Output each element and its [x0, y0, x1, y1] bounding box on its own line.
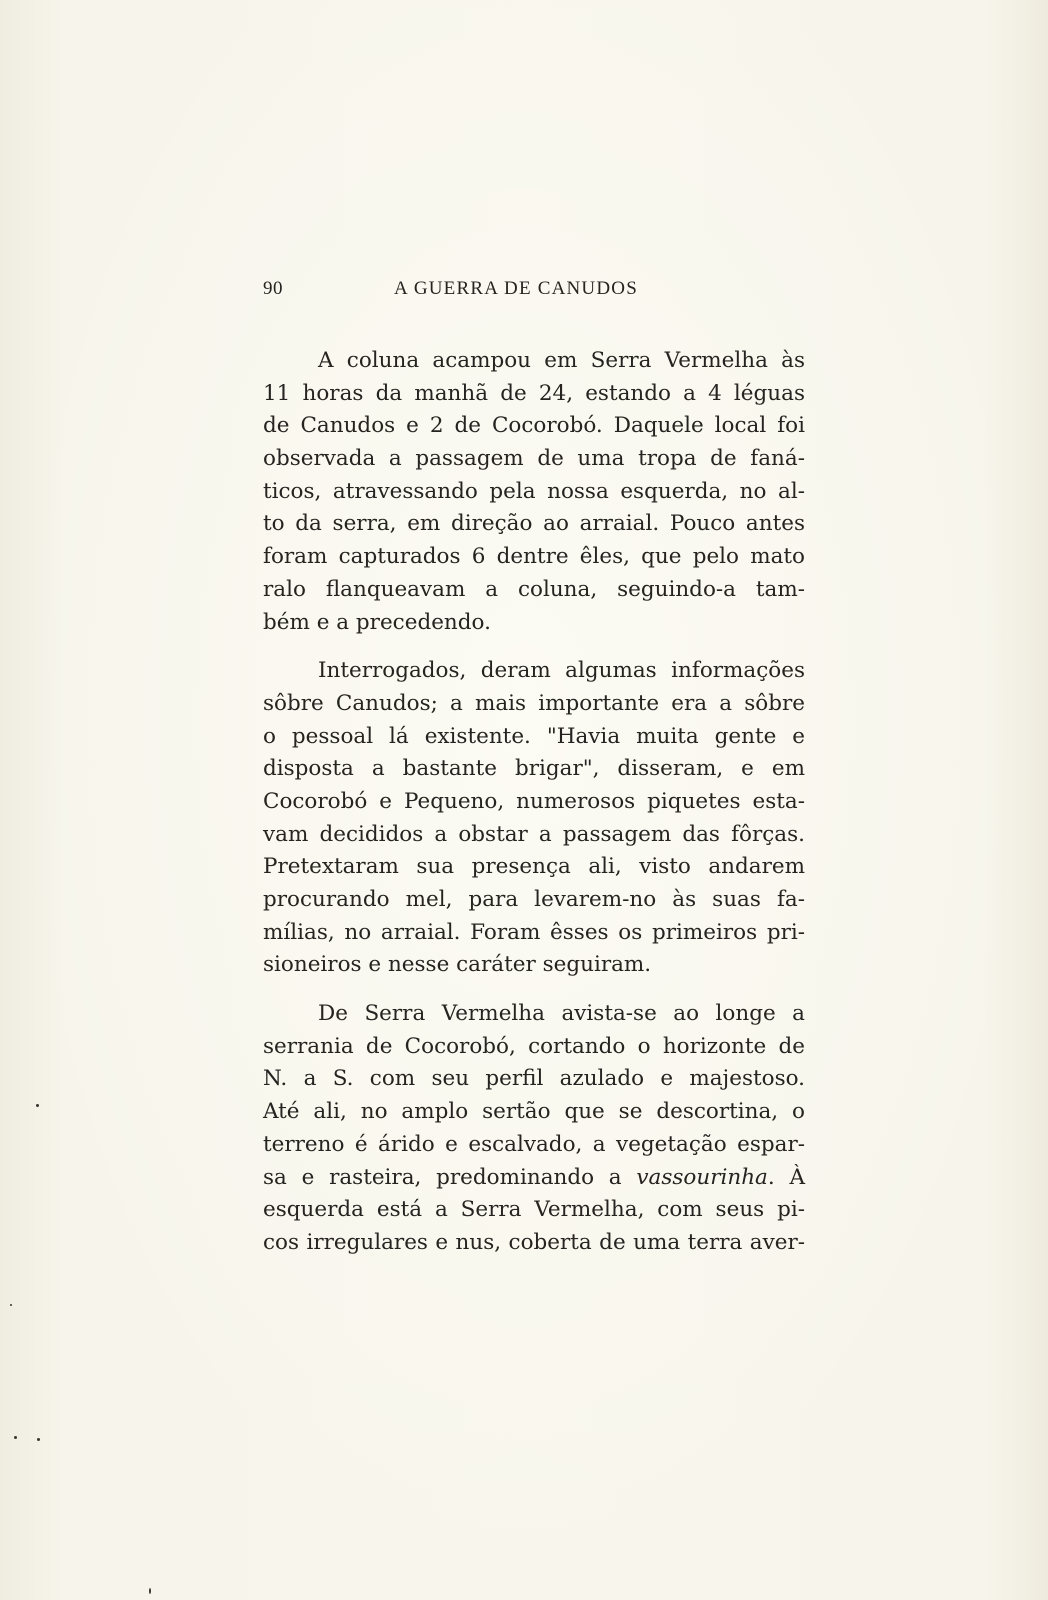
text-line: terreno é árido e escalvado, a vegetação espar- [263, 1131, 805, 1157]
text-line: ticos, atravessando pela nossa esquerda, no al- [263, 478, 805, 504]
text-line: o pessoal lá existente. "Havia muita gente e [263, 723, 805, 749]
text-line: N. a S. com seu perfil azulado e majestoso. [263, 1066, 805, 1092]
page-number: 90 [263, 278, 283, 299]
text-line: foram capturados 6 dentre êles, que pelo mato [263, 544, 805, 570]
text-line: to da serra, em direção ao arraial. Pouco antes [263, 511, 805, 537]
text-line: Cocorobó e Pequeno, numerosos piquetes esta- [263, 788, 805, 814]
text-line: cos irregulares e nus, coberta de uma terra aver- [263, 1229, 805, 1255]
text-line: de Canudos e 2 de Cocorobó. Daquele local foi [263, 413, 805, 439]
text-line: 11 horas da manhã de 24, estando a 4 léguas [263, 380, 805, 406]
text-line: A coluna acampou em Serra Vermelha às [318, 348, 805, 373]
paper-speck [14, 1436, 17, 1439]
text-line: ralo flanqueavam a coluna, seguindo-a tam- [263, 576, 805, 602]
text-line: sôbre Canudos; a mais importante era a sôbre [263, 690, 805, 716]
book-title: A GUERRA DE CANUDOS [394, 278, 638, 299]
text-line: sa e rasteira, predominando a vassourinha. À [263, 1164, 805, 1190]
text-line: bém e a precedendo. [263, 609, 491, 635]
text-line: sioneiros e nesse caráter seguiram. [263, 952, 652, 978]
text-line: disposta a bastante brigar", disseram, e em [263, 756, 805, 782]
text-line: esquerda está a Serra Vermelha, com seus pi- [263, 1197, 805, 1223]
paragraph [263, 998, 805, 1260]
body-text [263, 345, 805, 1276]
paper-speck [149, 1588, 151, 1594]
text-line: Interrogados, deram algumas informações [318, 658, 805, 684]
text-line: observada a passagem de uma tropa de faná- [263, 446, 805, 472]
paragraph [263, 655, 805, 982]
text-line: Pretextaram sua presença ali, visto andarem [263, 854, 805, 880]
paragraph [263, 345, 805, 639]
text-line: De Serra Vermelha avista-se ao longe a [318, 1001, 805, 1027]
text-line: mílias, no arraial. Foram êsses os primeiros pri- [263, 919, 805, 945]
running-header [263, 278, 803, 302]
paper-speck [37, 1438, 40, 1441]
paper-speck [10, 1304, 12, 1306]
text-line: serrania de Cocorobó, cortando o horizonte de [263, 1033, 805, 1059]
text-line: procurando mel, para levarem-no às suas fa- [263, 887, 805, 912]
text-line: Até ali, no amplo sertão que se descortina, o [263, 1099, 805, 1125]
italic-term: vassourinha [636, 1164, 768, 1190]
paper-speck [36, 1104, 39, 1107]
text-line: vam decididos a obstar a passagem das fôrças. [263, 821, 805, 847]
